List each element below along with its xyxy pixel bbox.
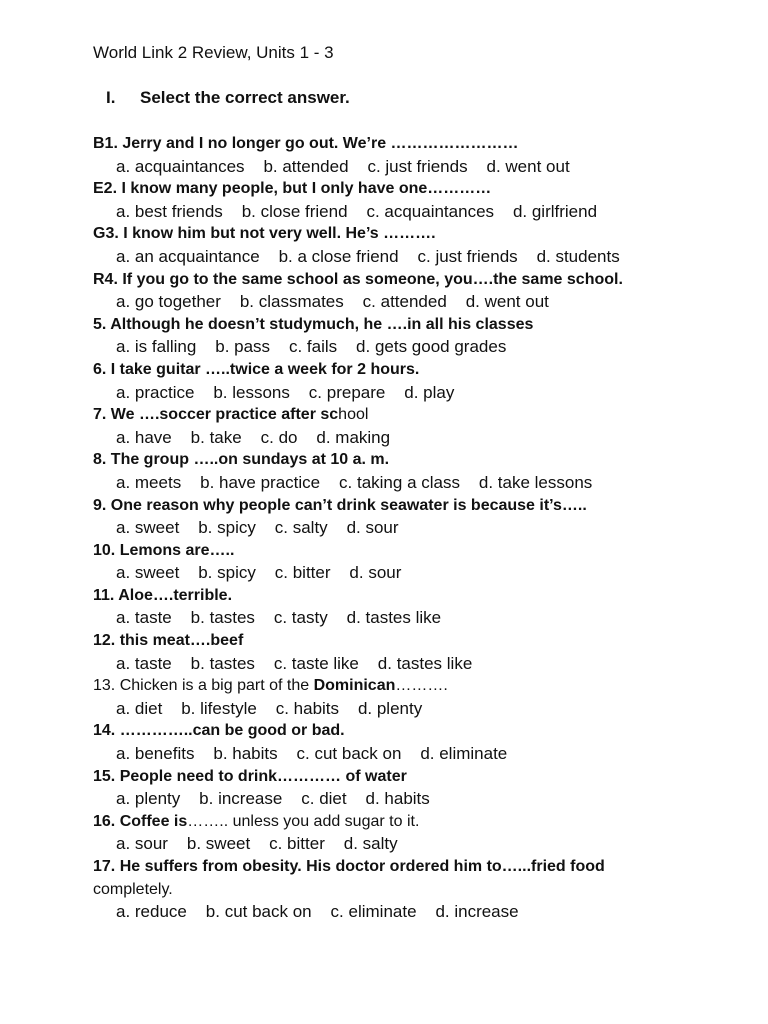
option-spacer (256, 563, 275, 582)
question-item (93, 630, 753, 675)
answer-option[interactable]: d. habits (365, 789, 430, 809)
answer-option[interactable]: c. eliminate (330, 902, 417, 922)
option-spacer (256, 518, 275, 537)
question-text: hool (338, 406, 369, 424)
question-item (93, 359, 753, 404)
question-text: …….. unless you add sugar to it. (187, 812, 420, 830)
answer-option[interactable]: a. benefits (116, 744, 195, 764)
answer-option[interactable]: d. eliminate (420, 744, 508, 764)
answer-option[interactable]: b. sweet (186, 834, 251, 854)
option-spacer (290, 383, 309, 402)
answer-option[interactable]: a. is falling (116, 337, 197, 357)
answer-options (93, 901, 753, 924)
question-item (93, 585, 753, 630)
option-spacer (257, 699, 276, 718)
answer-options (93, 472, 753, 495)
answer-option[interactable]: c. bitter (274, 563, 331, 583)
option-spacer (399, 247, 418, 266)
question-item (93, 540, 753, 585)
answer-option[interactable]: c. tasty (273, 608, 328, 628)
option-spacer (223, 202, 242, 221)
answer-option[interactable]: a. an acquaintance (116, 246, 260, 266)
option-spacer (447, 292, 466, 311)
option-spacer (194, 744, 213, 763)
answer-options (93, 788, 753, 811)
answer-option[interactable]: d. making (316, 427, 391, 447)
section-heading (106, 88, 350, 108)
question-text-bold: 5. Although he doesn’t studymuch, he ….in all his classes (93, 315, 534, 333)
question-stem (93, 449, 753, 472)
question-item (93, 269, 753, 314)
answer-option[interactable]: d. went out (486, 156, 570, 176)
answer-option[interactable]: a. go together (116, 292, 221, 312)
question-stem (93, 269, 753, 292)
question-item (93, 404, 753, 449)
answer-option[interactable]: b. tastes (190, 653, 255, 673)
question-text-bold: B1. Jerry and I no longer go out. We’re …………………… (93, 135, 519, 152)
question-text-bold: 11. Aloe….terrible. (93, 586, 233, 604)
option-spacer (359, 654, 378, 673)
option-spacer (349, 157, 368, 176)
answer-option[interactable]: d. girlfriend (512, 201, 598, 221)
answer-option[interactable]: d. play (404, 382, 455, 402)
option-spacer (494, 202, 513, 221)
question-text-bold: 16. Coffee is (93, 812, 188, 830)
answer-option[interactable]: c. habits (275, 698, 340, 718)
option-spacer (385, 383, 404, 402)
answer-option[interactable]: b. lessons (213, 382, 290, 402)
question-text: 13. Chicken is a big part of the (93, 677, 314, 695)
answer-option[interactable]: c. fails (288, 337, 338, 357)
question-stem (93, 766, 753, 789)
option-spacer (162, 699, 181, 718)
question-stem (93, 133, 753, 156)
option-spacer (347, 789, 366, 808)
answer-option[interactable]: b. have practice (200, 472, 321, 492)
answer-option[interactable]: d. salty (343, 834, 398, 854)
answer-option[interactable]: c. taste like (273, 653, 359, 673)
option-spacer (181, 473, 200, 492)
option-spacer (180, 789, 199, 808)
answer-option[interactable]: a. practice (116, 382, 195, 402)
question-item (93, 449, 753, 494)
question-text-bold: R4. If you go to the same school as someone, you….the same school. (93, 270, 623, 288)
question-text-bold: G3. I know him but not very well. He’s ………. (93, 225, 436, 243)
answer-option[interactable]: a. acquaintances (116, 156, 245, 176)
answer-options (93, 517, 753, 540)
question-stem (93, 404, 753, 427)
answer-option[interactable]: b. habits (213, 744, 278, 764)
answer-option[interactable]: c. just friends (367, 156, 468, 176)
question-stem (93, 585, 753, 608)
option-spacer (344, 292, 363, 311)
question-text-bold: 9. One reason why people can’t drink seawater is because it’s….. (93, 496, 587, 514)
answer-options (93, 833, 753, 856)
answer-option[interactable]: a. meets (116, 472, 182, 492)
answer-option[interactable]: a. sour (116, 834, 168, 854)
option-spacer (179, 563, 198, 582)
answer-option[interactable]: d. tastes like (346, 608, 442, 628)
answer-option[interactable]: c. attended (362, 292, 447, 312)
answer-option[interactable]: d. take lessons (478, 472, 593, 492)
option-spacer (312, 902, 331, 921)
question-stem (93, 856, 753, 901)
answer-option[interactable]: d. plenty (357, 698, 423, 718)
question-stem (93, 720, 753, 743)
answer-options (93, 427, 753, 450)
answer-option[interactable]: b. cut back on (205, 902, 312, 922)
answer-option[interactable]: b. take (190, 427, 242, 447)
answer-options (93, 698, 753, 721)
question-text-bold: E2. I know many people, but I only have one………… (93, 180, 492, 198)
question-stem (93, 359, 753, 382)
question-stem (93, 630, 753, 653)
question-text-bold: Dominican (313, 677, 396, 695)
question-item (93, 314, 753, 359)
option-spacer (255, 654, 274, 673)
answer-option[interactable]: c. taking a class (339, 472, 460, 492)
option-spacer (194, 383, 213, 402)
option-spacer (348, 202, 367, 221)
answer-option[interactable]: a. diet (116, 698, 163, 718)
option-spacer (221, 292, 240, 311)
answer-options (93, 156, 753, 179)
answer-option[interactable]: c. cut back on (296, 744, 402, 764)
section-title: Select the correct answer. (140, 88, 350, 107)
answer-option[interactable]: d. tastes like (377, 653, 473, 673)
section-number: I. (106, 88, 116, 107)
answer-option[interactable]: c. do (260, 427, 298, 447)
option-spacer (168, 834, 187, 853)
option-spacer (196, 337, 215, 356)
answer-options (93, 653, 753, 676)
answer-option[interactable]: a. taste (116, 608, 172, 628)
answer-option[interactable]: a. taste (116, 653, 172, 673)
answer-option[interactable]: c. salty (274, 518, 328, 538)
answer-option[interactable]: b. attended (263, 156, 349, 176)
answer-option[interactable]: a. sweet (116, 563, 180, 583)
option-spacer (468, 157, 487, 176)
question-item (93, 223, 753, 268)
question-item (93, 178, 753, 223)
option-spacer (278, 744, 297, 763)
question-text-bold: 7. We ….soccer practice after sc (93, 406, 339, 424)
option-spacer (401, 744, 420, 763)
question-text-bold: 14. …………..can be good or bad. (93, 722, 345, 740)
answer-option[interactable]: a. have (116, 427, 172, 447)
answer-option[interactable]: d. sour (346, 518, 399, 538)
answer-option[interactable]: d. increase (435, 902, 519, 922)
question-text-bold: 15. People need to drink………… of water (93, 767, 407, 785)
answer-option[interactable]: b. increase (199, 789, 283, 809)
option-spacer (328, 518, 347, 537)
question-item (93, 856, 753, 924)
answer-options (93, 607, 753, 630)
answer-options (93, 246, 753, 269)
answer-option[interactable]: a. sweet (116, 518, 180, 538)
document-title: World Link 2 Review, Units 1 - 3 (93, 43, 334, 62)
question-list (93, 133, 753, 924)
question-text-bold: 10. Lemons are….. (93, 541, 235, 559)
answer-options (93, 382, 753, 405)
question-stem (93, 178, 753, 201)
question-item (93, 133, 753, 178)
option-spacer (518, 247, 537, 266)
answer-option[interactable]: b. a close friend (278, 246, 399, 266)
answer-option[interactable]: b. classmates (239, 292, 344, 312)
answer-option[interactable]: d. gets good grades (356, 337, 507, 357)
question-stem (93, 314, 753, 337)
question-item (93, 811, 753, 856)
option-spacer (325, 834, 344, 853)
answer-option[interactable]: c. acquaintances (366, 201, 495, 221)
answer-options (93, 291, 753, 314)
question-stem (93, 811, 753, 834)
answer-option[interactable]: a. plenty (116, 789, 181, 809)
option-spacer (460, 473, 479, 492)
question-stem (93, 223, 753, 246)
option-spacer (339, 699, 358, 718)
answer-option[interactable]: b. spicy (198, 563, 256, 583)
answer-option[interactable]: c. prepare (308, 382, 386, 402)
question-stem (93, 675, 753, 698)
option-spacer (245, 157, 264, 176)
question-text: completely. (93, 880, 173, 898)
option-spacer (417, 902, 436, 921)
answer-option[interactable]: b. pass (215, 337, 271, 357)
answer-options (93, 562, 753, 585)
option-spacer (328, 608, 347, 627)
answer-option[interactable]: b. close friend (241, 201, 348, 221)
option-spacer (172, 428, 191, 447)
question-text-bold: 8. The group …..on sundays at 10 a. m. (93, 451, 390, 469)
answer-options (93, 201, 753, 224)
option-spacer (320, 473, 339, 492)
answer-options (93, 336, 753, 359)
option-spacer (172, 608, 191, 627)
option-spacer (187, 902, 206, 921)
question-stem (93, 540, 753, 563)
question-text-bold: 12. this meat….beef (93, 632, 244, 650)
question-item (93, 675, 753, 720)
question-text: ………. (395, 677, 448, 695)
option-spacer (297, 428, 316, 447)
option-spacer (337, 337, 356, 356)
question-item (93, 766, 753, 811)
answer-option[interactable]: b. tastes (190, 608, 255, 628)
option-spacer (255, 608, 274, 627)
answer-option[interactable]: a. reduce (116, 902, 187, 922)
question-text-bold: 6. I take guitar …..twice a week for 2 hours. (93, 360, 420, 378)
answer-option[interactable]: b. lifestyle (181, 698, 257, 718)
option-spacer (179, 518, 198, 537)
answer-option[interactable]: a. best friends (116, 201, 223, 221)
question-item (93, 495, 753, 540)
option-spacer (282, 789, 301, 808)
answer-option[interactable]: c. diet (301, 789, 347, 809)
answer-options (93, 743, 753, 766)
option-spacer (250, 834, 269, 853)
option-spacer (331, 563, 350, 582)
answer-option[interactable]: c. just friends (417, 246, 518, 266)
option-spacer (270, 337, 289, 356)
answer-option[interactable]: d. went out (465, 292, 549, 312)
option-spacer (260, 247, 279, 266)
answer-option[interactable]: d. sour (349, 563, 402, 583)
question-item (93, 720, 753, 765)
option-spacer (242, 428, 261, 447)
answer-option[interactable]: b. spicy (198, 518, 256, 538)
question-stem (93, 495, 753, 518)
question-text-bold: 17. He suffers from obesity. His doctor ordered him to…...fried food (93, 858, 605, 875)
answer-option[interactable]: d. students (536, 246, 620, 266)
answer-option[interactable]: c. bitter (269, 834, 325, 854)
option-spacer (172, 654, 191, 673)
